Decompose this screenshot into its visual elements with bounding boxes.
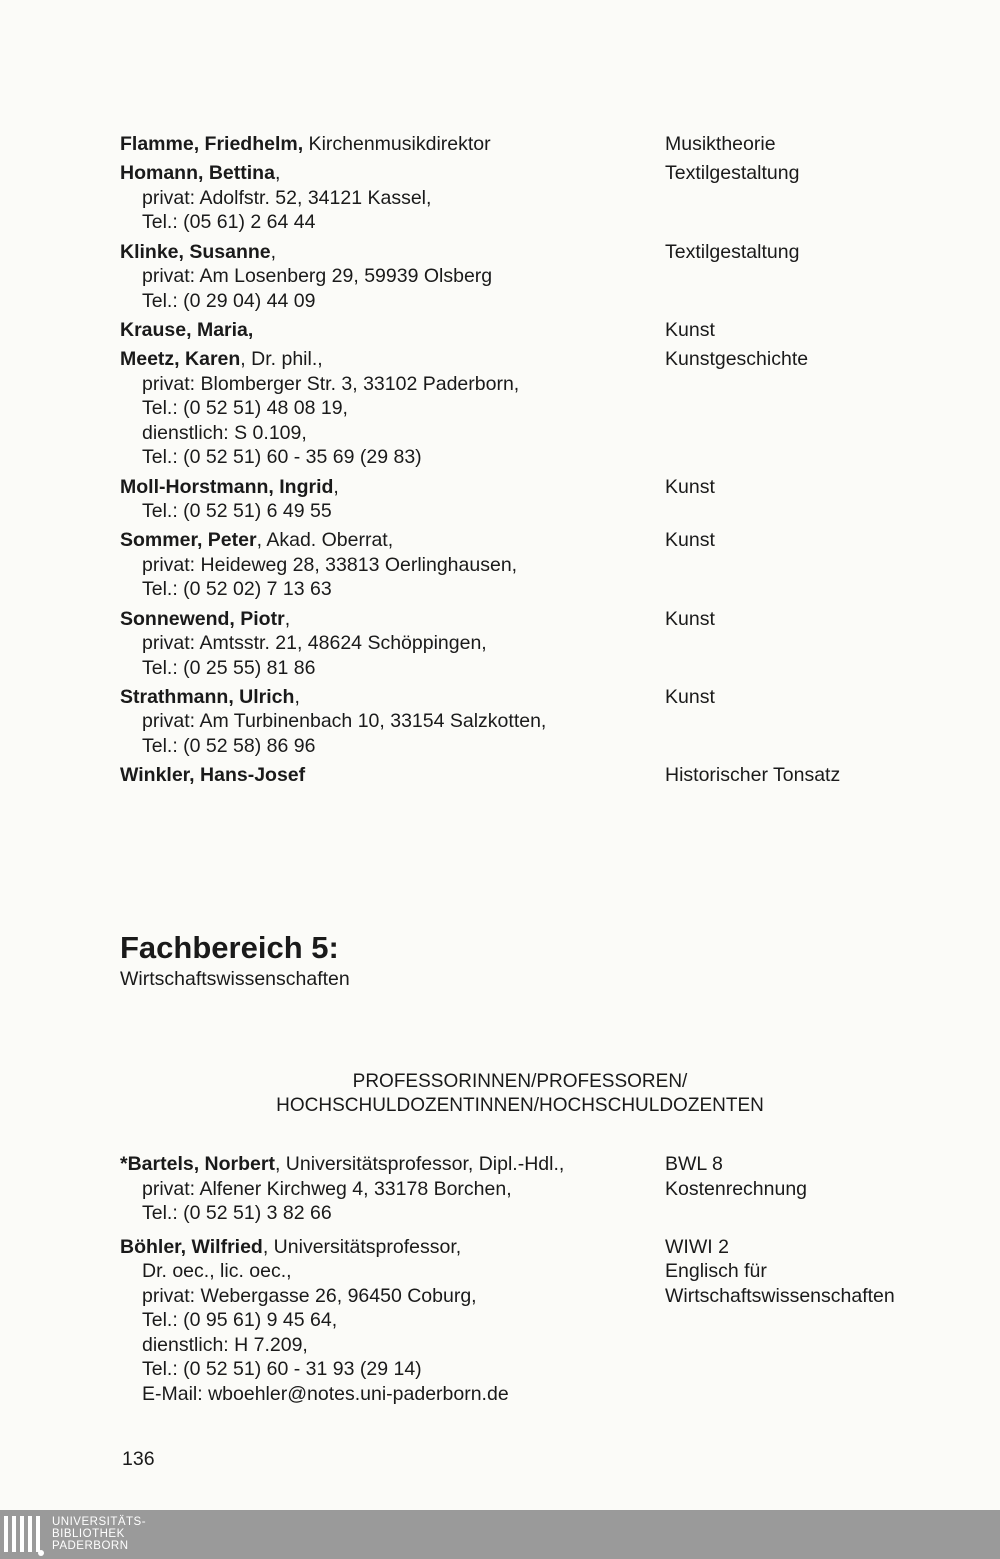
logo-dot-icon [38, 1550, 44, 1556]
entry-detail-line: dienstlich: H 7.209, [142, 1333, 308, 1356]
entry-detail-line: privat: Am Turbinenbach 10, 33154 Salzkotten, [142, 710, 547, 733]
entry-detail-line: Tel.: (0 52 02) 7 13 63 [142, 578, 332, 601]
entry-detail-line: privat: Heideweg 28, 33813 Oerlinghausen, [142, 553, 518, 576]
entry-detail-line: Tel.: (0 52 51) 6 49 55 [142, 500, 332, 522]
entry-subject [665, 475, 715, 500]
entry-name-line [120, 240, 660, 265]
entry-name-line [120, 685, 660, 710]
person-title: , [270, 240, 277, 263]
entry-detail-line: Tel.: (05 61) 2 64 44 [142, 211, 316, 234]
entry-detail-line: dienstlich: S 0.109, [142, 421, 307, 444]
entry-detail-line: privat: Webergasse 26, 96450 Coburg, [142, 1284, 477, 1307]
entry-name-line [120, 347, 660, 372]
subject-line: Kunst [665, 607, 715, 630]
entry-detail-line: E-Mail: wboehler@notes.uni-paderborn.de [142, 1382, 509, 1405]
staff-entry [120, 607, 950, 681]
person-title: , [284, 607, 291, 630]
entry-details [120, 318, 660, 343]
entry-details [120, 685, 660, 759]
staff-entry [120, 240, 950, 314]
entry-subject [665, 318, 715, 343]
entry-detail-line: Dr. oec., lic. oec., [142, 1260, 292, 1282]
person-name: Flamme, Friedhelm, [120, 133, 304, 155]
entry-name-line [120, 318, 660, 343]
entry-subject [665, 1152, 807, 1201]
section-subtitle: Wirtschaftswissenschaften [120, 968, 350, 990]
page-number: 136 [122, 1448, 155, 1470]
entry-details [120, 607, 660, 681]
staff-entry [120, 132, 950, 157]
entry-subject [665, 240, 799, 265]
entry-detail-line: Tel.: (0 52 51) 3 82 66 [142, 1202, 332, 1224]
category-heading-line1: PROFESSORINNEN/PROFESSOREN/ [352, 1071, 688, 1092]
library-name-line3: PADERBORN [52, 1540, 129, 1552]
entry-name-line [120, 607, 660, 632]
staff-entry [120, 685, 950, 759]
person-name: Klinke, Susanne [120, 240, 271, 263]
entry-detail-line: Tel.: (0 25 55) 81 86 [142, 656, 316, 679]
subject-line: Musiktheorie [665, 133, 776, 155]
staff-entry [120, 161, 950, 235]
subject-line: Kunst [665, 475, 715, 498]
person-title: , Universitätsprofessor, Dipl.-Hdl., [274, 1153, 565, 1175]
entry-details [120, 528, 660, 602]
entry-detail-line: privat: Blomberger Str. 3, 33102 Paderborn, [142, 372, 520, 395]
entry-subject [665, 161, 799, 186]
category-heading-line2: HOCHSCHULDOZENTINNEN/HOCHSCHULDOZENTEN [276, 1095, 764, 1116]
entry-detail-line: privat: Amtsstr. 21, 48624 Schöppingen, [142, 632, 487, 655]
section-title: Fachbereich 5: [120, 930, 339, 965]
person-name: Meetz, Karen [120, 348, 241, 371]
entry-details [120, 475, 660, 524]
entry-subject [665, 607, 715, 632]
entry-details [120, 763, 660, 788]
entry-subject [665, 347, 808, 372]
staff-entry [120, 318, 950, 343]
subject-line: Kunst [665, 318, 715, 341]
entry-name-line [120, 475, 660, 500]
entry-details [120, 1152, 660, 1226]
entry-name-line [120, 1152, 660, 1177]
entry-detail-line: Tel.: (0 95 61) 9 45 64, [142, 1309, 338, 1331]
entry-details [120, 1235, 660, 1407]
entry-subject [665, 132, 776, 157]
entry-details [120, 347, 660, 470]
person-name: Sonnewend, Piotr [120, 607, 285, 630]
entry-name-line [120, 763, 660, 788]
person-name: Winkler, Hans-Josef [120, 764, 306, 787]
person-title: , Akad. Oberrat, [256, 529, 394, 552]
entry-subject [665, 528, 715, 553]
subject-line: Textilgestaltung [665, 162, 800, 185]
person-name: Böhler, Wilfried [120, 1235, 263, 1258]
person-title: , Dr. phil., [240, 348, 323, 371]
category-heading [0, 1070, 1000, 1118]
person-name: Strathmann, Ulrich [120, 685, 295, 708]
subject-line: WIWI 2 [665, 1235, 729, 1258]
library-name-line1: UNIVERSITÄTS- [52, 1516, 147, 1528]
subject-line: Kostenrechnung [665, 1177, 808, 1200]
entry-name-line [120, 528, 660, 553]
entry-name-line [120, 1235, 660, 1260]
subject-line: Textilgestaltung [665, 240, 800, 263]
person-title: Kirchenmusikdirektor [303, 133, 491, 155]
entry-subject [665, 763, 840, 788]
staff-entry [120, 347, 950, 470]
subject-line: Kunst [665, 685, 715, 708]
entry-detail-line: privat: Adolfstr. 52, 34121 Kassel, [142, 186, 432, 209]
staff-entry [120, 763, 950, 788]
entry-details [120, 132, 660, 157]
library-name [52, 1516, 146, 1552]
person-name: Moll-Horstmann, Ingrid [120, 475, 334, 498]
entry-name-line [120, 161, 660, 186]
subject-line: Historischer Tonsatz [665, 764, 841, 787]
person-name: Krause, Maria, [120, 318, 254, 341]
subject-line: Wirtschaftswissenschaften [665, 1284, 895, 1307]
person-name: Sommer, Peter [120, 529, 257, 552]
subject-line: Kunst [665, 529, 715, 552]
subject-line: Englisch für [665, 1260, 767, 1282]
staff-entry [120, 1235, 950, 1407]
person-title: , [274, 162, 281, 185]
subject-line: Kunstgeschichte [665, 348, 809, 371]
entry-name-line [120, 132, 660, 157]
person-title: , Universitätsprofessor, [262, 1235, 462, 1258]
staff-entry [120, 1152, 950, 1226]
library-name-line2: BIBLIOTHEK [52, 1528, 125, 1540]
library-footer [0, 1510, 1000, 1559]
staff-entry [120, 475, 950, 524]
entry-detail-line: Tel.: (0 52 51) 48 08 19, [142, 397, 348, 420]
entry-detail-line: Tel.: (0 29 04) 44 09 [142, 289, 316, 312]
entry-detail-line: Tel.: (0 52 51) 60 - 35 69 (29 83) [142, 446, 422, 469]
entry-detail-line: Tel.: (0 52 58) 86 96 [142, 734, 316, 757]
person-title: , [294, 685, 300, 708]
person-name: *Bartels, Norbert [120, 1153, 275, 1175]
subject-line: BWL 8 [665, 1153, 723, 1175]
entry-subject [665, 1235, 895, 1309]
entry-details [120, 161, 660, 235]
person-name: Homann, Bettina [120, 162, 275, 185]
entry-detail-line: privat: Am Losenberg 29, 59939 Olsberg [142, 265, 493, 288]
entry-detail-line: Tel.: (0 52 51) 60 - 31 93 (29 14) [142, 1358, 422, 1380]
staff-entry [120, 528, 950, 602]
person-title: , [333, 475, 339, 498]
entry-detail-line: privat: Alfener Kirchweg 4, 33178 Borchen, [142, 1177, 512, 1200]
entry-details [120, 240, 660, 314]
entry-subject [665, 685, 715, 710]
